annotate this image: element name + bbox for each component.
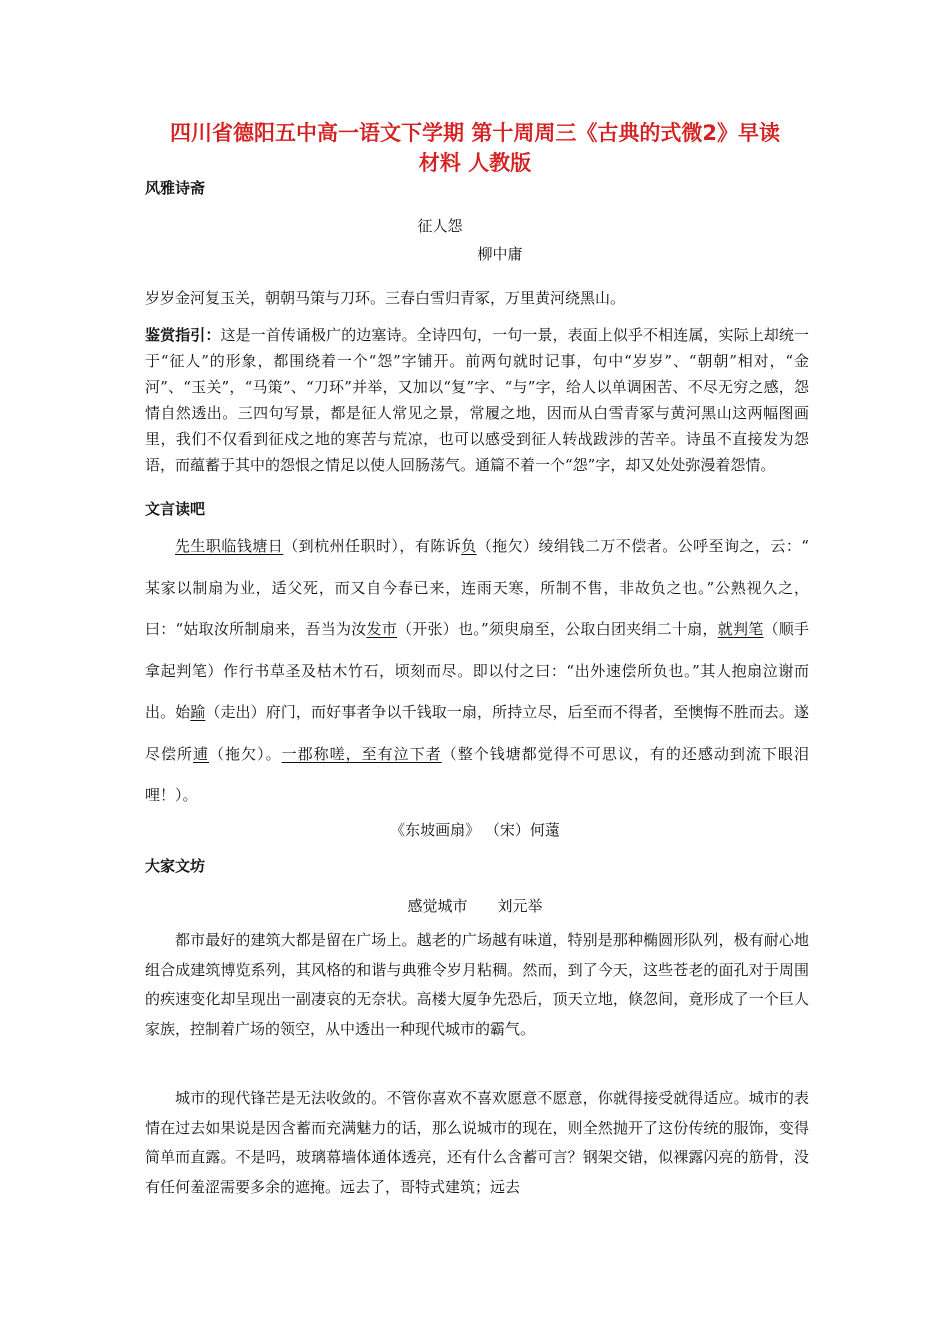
passage-source: 《东坡画扇》 （宋）何薳 — [390, 821, 560, 839]
section-heading-essay: 大家文坊 — [145, 857, 206, 875]
appreciation-text: 这是一首传诵极广的边塞诗。全诗四句，一句一景，表面上似乎不相连属，实际上却统一于“征人”的形象，都围绕着一个“怨”字铺开。前两句就时记事，句中“岁岁”、“朝朝”相对，“金河”、“玉关”，“马策”、“刀环”并举，又加以“复”字、“与”字，给人以单调困苦、不尽无穷之感，怨情自然透出。三四句写景，都是征人常见之景，常履之地，因而从白雪青冢与黄河黑山这两幅图画里，我们不仅看到征戍之地的寒苦与荒凉，也可以感受到征人转战跋涉的苦辛。诗虽不直接发为怨语，而蕴蓄于其中的怨恨之情足以使人回肠荡气。通篇不着一个“怨”字，却又处处弥漫着怨情。 — [145, 326, 809, 474]
passage-text: （拖欠）。 — [209, 744, 282, 763]
essay-paragraph-1: 都市最好的建筑大都是留在广场上。越老的广场越有味道，特别是那种椭圆形队列，极有耐心地组合成建筑博览系列，其风格的和谐与典雅令岁月粘稠。然而，到了今天，这些苍老的面孔对于周围的疾速变化却呈现出一副凄哀的无奈状。高楼大厦争先恐后，顶天立地，倏忽间，竟形成了一个巨人家族，控制着广场的领空，从中透出一种现代城市的霸气。 — [145, 931, 809, 1038]
document-title — [100, 118, 850, 178]
passage-text: （顺手拿起判笔）作行书草圣及枯木竹石，顷刻而尽。即以付之曰：“出外速偿所负也。”其人抱扇泣谢而出。始 — [145, 620, 809, 721]
poem-author: 柳中庸 — [477, 245, 523, 263]
poem-title: 征人怨 — [417, 217, 463, 235]
section-heading-poetry: 风雅诗斋 — [145, 179, 206, 197]
passage-text: （开张）也。”须臾扇至，公取白团夹绢二十扇， — [396, 620, 718, 638]
annotated-phrase: 踰 — [190, 703, 206, 721]
poem-text: 岁岁金河复玉关，朝朝马策与刀环。三春白雪归青冢，万里黄河绕黑山。 — [145, 289, 626, 307]
appreciation-paragraph — [145, 322, 809, 478]
annotated-phrase: 一郡称嗟，至有泣下者 — [281, 744, 442, 763]
annotated-phrase: 先生职临钱塘日 — [175, 537, 284, 555]
annotated-phrase: 负 — [461, 537, 477, 555]
annotated-phrase: 发市 — [366, 620, 397, 638]
annotated-phrase: 逋 — [193, 744, 210, 763]
passage-text: （整个钱塘都觉得不可思议，有的还感动到流下眼泪哩！）。 — [145, 744, 809, 804]
passage-text: （拖欠）绫绢钱二万不偿者。公呼至询之，云：“ 某家以制扇为业，适父死，而又自今春已来，连雨天寒，所制不售，非故负之也。”公熟视久之，曰：“姑取汝所制扇来，吾当为汝 — [145, 537, 809, 638]
section-heading-classical: 文言读吧 — [145, 500, 206, 518]
appreciation-label: 鉴赏指引： — [145, 326, 221, 344]
title-line-2: 材料 人教版 — [418, 151, 532, 175]
title-line-1: 四川省德阳五中高一语文下学期 第十周周三《古典的式微2》早读 — [170, 121, 780, 145]
essay-paragraph-2: 城市的现代锋芒是无法收敛的。不管你喜欢不喜欢愿意不愿意，你就得接受就得适应。城市的表情在过去如果说是因含蓄而充满魅力的话，那么说城市的现在，则全然抛开了这份传统的服饰，变得简单而直露。不是吗，玻璃幕墙体通体透亮，还有什么含蓄可言？钢架交错，似裸露闪亮的筋骨，没有任何羞涩需要多余的遮掩。远去了，哥特式建筑；远去 — [145, 1089, 809, 1196]
classical-passage — [145, 526, 809, 817]
passage-text: （走出）府门，而好事者争以千钱取一扇，所持立尽，后至而不得者，至懊悔不胜而去。遂尽偿所 — [145, 703, 809, 763]
essay-title: 感觉城市 刘元举 — [407, 897, 543, 915]
passage-text: （到杭州任职时），有陈诉 — [283, 537, 462, 555]
annotated-phrase: 就判笔 — [717, 620, 764, 638]
